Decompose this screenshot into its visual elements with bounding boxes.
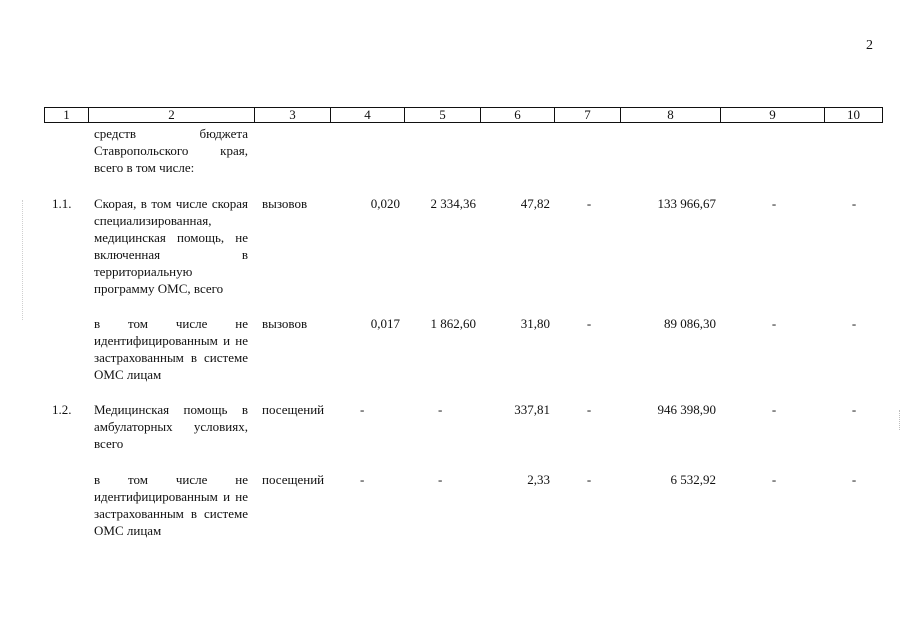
row-col-5: -	[438, 472, 443, 487]
header-col-2: 2	[89, 108, 255, 122]
header-col-4: 4	[331, 108, 405, 122]
row-name: Скорая, в том числе скорая специализированная, медицинская помощь, не включенная в территориальную программу ОМС, всего	[94, 196, 248, 296]
row-col-7: -	[586, 316, 592, 331]
row-col-9: -	[771, 402, 777, 417]
row-number: 1.1.	[52, 196, 72, 211]
row-name: в том числе не идентифицированным и не застрахованным в системе ОМС лицам	[94, 472, 248, 538]
row-unit: вызовов	[262, 196, 308, 211]
header-col-1: 1	[45, 108, 89, 122]
row-col-5: -	[438, 402, 443, 417]
row-unit: посещений	[262, 472, 325, 487]
scan-margin-mark	[22, 200, 24, 320]
row-name: Медицинская помощь в амбулаторных условиях, всего	[94, 402, 248, 451]
row-col-5: 2 334,36	[430, 196, 476, 211]
row-col-7: -	[586, 402, 592, 417]
row-col-6: 47,82	[520, 196, 550, 211]
row-col-7: -	[586, 196, 592, 211]
row-col-6: 31,80	[520, 316, 550, 331]
row-col-4: -	[360, 472, 365, 487]
row-col-9: -	[771, 196, 777, 211]
row-col-6: 337,81	[514, 402, 550, 417]
scan-margin-mark-right	[899, 410, 901, 430]
row-col-4: -	[360, 402, 365, 417]
row-col-4: 0,017	[370, 316, 400, 331]
row-col-10: -	[851, 402, 857, 417]
row-col-10: -	[851, 472, 857, 487]
header-col-7: 7	[555, 108, 621, 122]
header-col-9: 9	[721, 108, 825, 122]
header-col-10: 10	[847, 107, 860, 122]
row-col-5: 1 862,60	[430, 316, 476, 331]
row-col-8: 89 086,30	[664, 316, 716, 331]
header-col-3: 3	[255, 108, 331, 122]
row-col-6: 2,33	[527, 472, 550, 487]
page-number: 2	[866, 38, 873, 53]
row-unit: вызовов	[262, 316, 308, 331]
row-name: в том числе не идентифицированным и не застрахованным в системе ОМС лицам	[94, 316, 248, 382]
row-col-8: 946 398,90	[657, 402, 716, 417]
table-header-row	[44, 107, 883, 123]
row-unit: посещений	[262, 402, 325, 417]
row-number: 1.2.	[52, 402, 72, 417]
header-col-8: 8	[621, 108, 721, 122]
row-col-9: -	[771, 472, 777, 487]
row-col-10: -	[851, 316, 857, 331]
row-col-9: -	[771, 316, 777, 331]
row-name: средств бюджета Ставропольского края, всего в том числе:	[94, 126, 248, 175]
row-col-4: 0,020	[370, 196, 400, 211]
row-col-8: 6 532,92	[670, 472, 716, 487]
row-col-8: 133 966,67	[657, 196, 716, 211]
header-col-6: 6	[481, 108, 555, 122]
header-col-5: 5	[405, 108, 481, 122]
row-col-7: -	[586, 472, 592, 487]
row-col-10: -	[851, 196, 857, 211]
